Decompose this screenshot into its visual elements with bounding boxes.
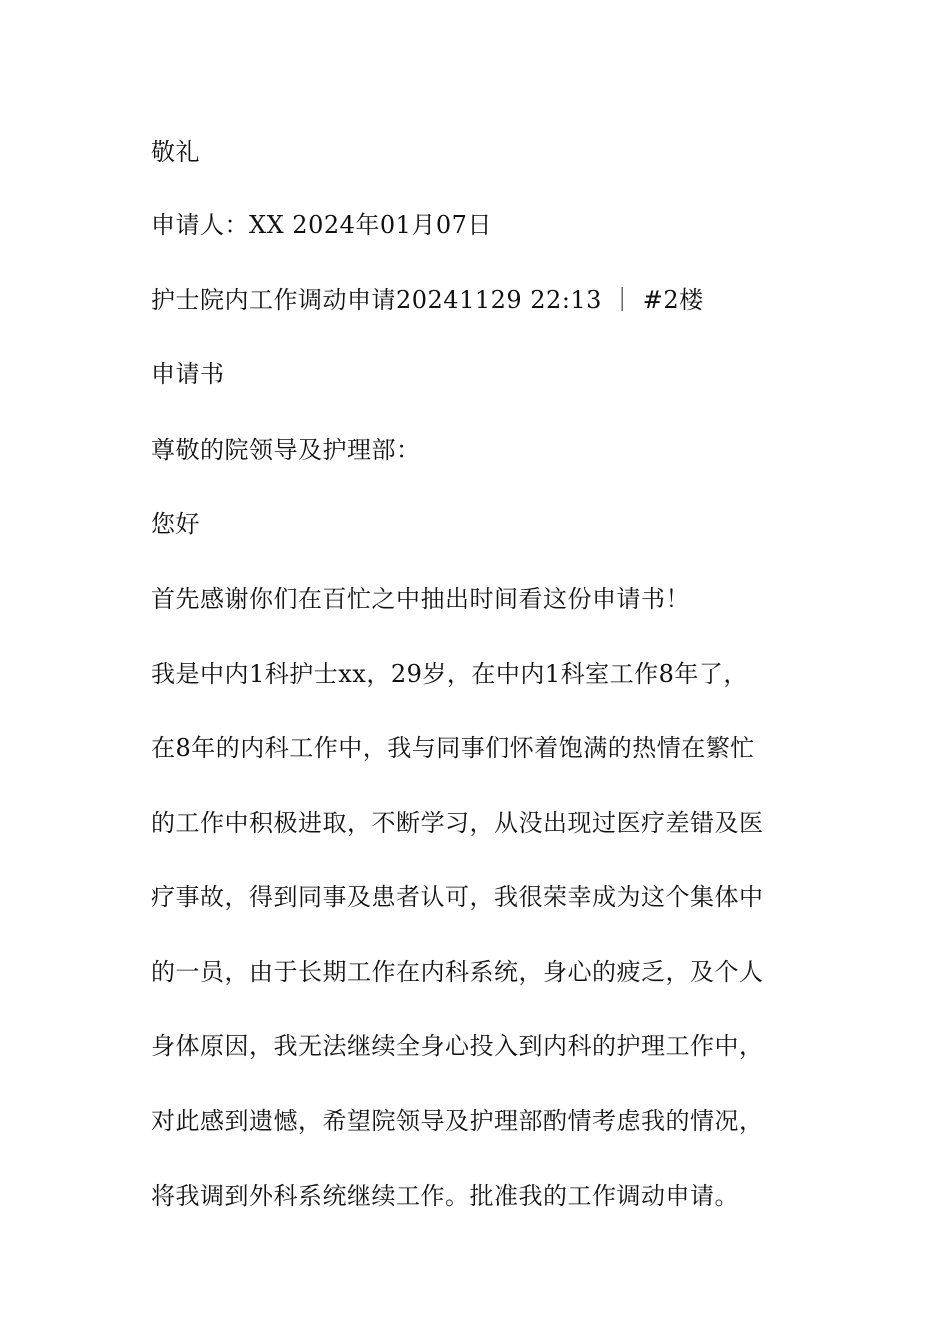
salutation: 尊敬的院领导及护理部： [151,436,421,464]
greeting: 您好 [151,510,200,538]
post-header: 护士院内工作调动申请20241129 22:13 ｜ #2楼 [151,286,704,314]
document-title: 申请书 [151,360,225,388]
paragraph-line: 将我调到外科系统继续工作。批准我的工作调动申请。 [151,1182,739,1210]
paragraph-line: 对此感到遗憾，希望院领导及护理部酌情考虑我的情况， [151,1107,764,1135]
paragraph-line: 在8年的内科工作中，我与同事们怀着饱满的热情在繁忙 [151,734,755,762]
paragraph-line: 身体原因，我无法继续全身心投入到内科的护理工作中， [151,1032,764,1060]
paragraph-line: 的一员，由于长期工作在内科系统，身心的疲乏，及个人 [151,958,764,986]
paragraph-line: 的工作中积极进取，不断学习，从没出现过医疗差错及医 [151,809,764,837]
applicant-signature-date: 申请人：XX 2024年01月07日 [151,211,492,239]
paragraph-line: 疗事故，得到同事及患者认可，我很荣幸成为这个集体中 [151,883,764,911]
closing-salutation: 敬礼 [151,138,200,166]
paragraph-line: 首先感谢你们在百忙之中抽出时间看这份申请书！ [151,585,690,613]
paragraph-line: 我是中内1科护士xx，29岁，在中内1科室工作8年了， [151,660,748,688]
